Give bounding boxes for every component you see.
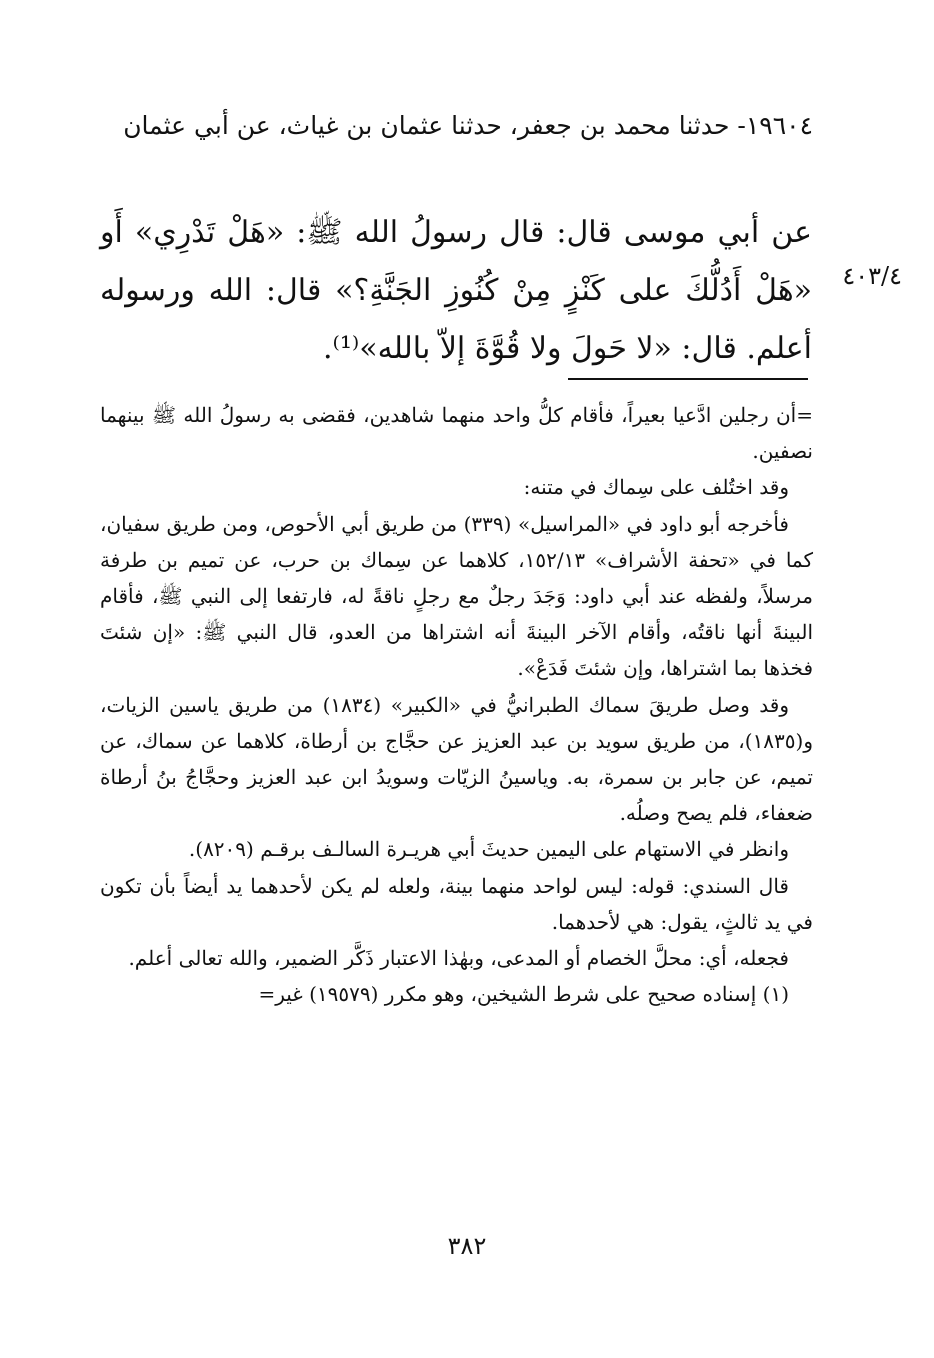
footnote-paragraph: وانظر في الاستهام على اليمين حديثَ أبي هريـرة السالـف برقـم (٨٢٠٩). bbox=[188, 837, 789, 862]
footnote-paragraph: وقد اختُلف على سِماك في متنه: bbox=[523, 475, 789, 500]
footnotes-section bbox=[100, 397, 813, 1012]
footnote-paragraph: =أن رجلين ادَّعيا بعيراً، فأقام كلُّ واحد منهما شاهدين، فقضى به رسولُ الله ﷺ بينهما نصفين. bbox=[100, 403, 813, 464]
margin-volume-page-reference: ٤٠٣/٤ bbox=[842, 262, 902, 290]
footnote-paragraph: فجعله، أي: محلَّ الخصام أو المدعى، وبهٰذا الاعتبار ذَكَّر الضمير، والله تعالى أعلم. bbox=[128, 946, 789, 971]
footnote-paragraph: قال السندي: قوله: ليس لواحد منهما بينة، ولعله لم يكن لأحدهما يد أيضاً بأن تكون في يد ثالثٍ، يقول: هي لأحدهما. bbox=[100, 873, 813, 934]
footnote-divider bbox=[568, 378, 808, 380]
footnote-paragraph: وقد وصل طريقَ سماك الطبرانيُّ في «الكبير» (١٨٣٤) من طريق ياسين الزيات، و(١٨٣٥)، من طريق سويد بن عبد العزيز عن حجَّاج بن أرطاة، كلاهما عن سماك، عن تميم، عن جابر بن سمرة، به. وياسينُ الزيّات وسويدُ ابن عبد العزيز وحجَّاجُ بنُ أرطاة ضعفاء، فلم يصح وصلُه. bbox=[100, 692, 813, 826]
hadith-isnad-header: ١٩٦٠٤- حدثنا محمد بن جعفر، حدثنا عثمان بن غياث، عن أبي عثمان bbox=[123, 111, 813, 140]
footnote-paragraph: فأخرجه أبو داود في «المراسيل» (٣٣٩) من طريق أبي الأحوص، ومن طريق سفيان، كما في «تحفة الأشراف» ١٥٢/١٣، كلاهما عن سِماك بن حرب، عن تميم بن طرفة مرسلاً، ولفظه عند أبي داود: وَجَدَ رجلٌ مع رجلٍ ناقةً له، فارتفعا إلى النبي ﷺ، فأقام البينةَ أنها ناقتُه، وأقام الآخر البينةَ أنه اشتراها من العدو، قال النبي ﷺ: «إن شئتَ فخذها بما اشتراها، وإن شئتَ فَدَعْ». bbox=[100, 511, 813, 681]
page-number: ٣٨٢ bbox=[447, 1232, 487, 1260]
hadith-text: عن أبي موسى قال: قال رسولُ الله ﷺ: «هَلْ تَدْرِي» أَو «هَلْ أَدُلُّكَ على كَنْزٍ مِنْ كُنُوزِ الجَنَّةِ؟» قال: الله ورسوله أعلم. قال: «لا حَولَ ولا قُوَّةَ إلاّ بالله»⁽¹⁾. bbox=[100, 215, 812, 366]
footnote-1: (١) إسناده صحيح على شرط الشيخين، وهو مكرر (١٩٥٧٩) غير= bbox=[258, 982, 789, 1007]
